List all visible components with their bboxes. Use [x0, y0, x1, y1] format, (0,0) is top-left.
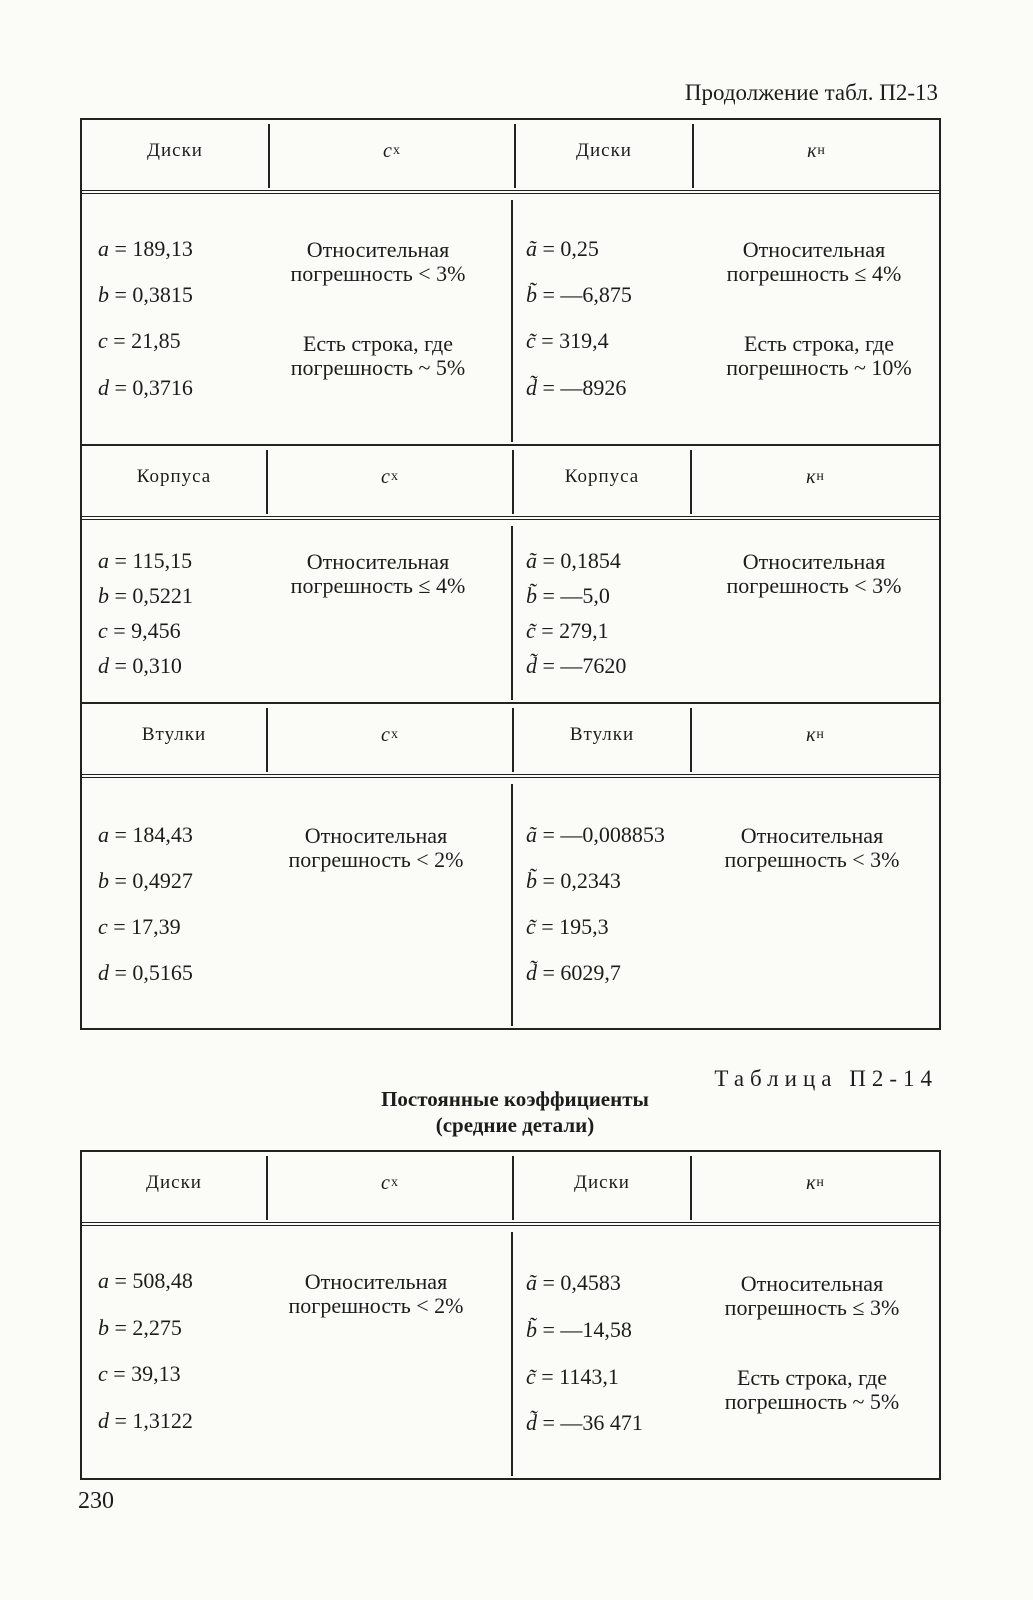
section-header: [82, 120, 939, 194]
coef-b-tilde: b̃ = —14,58: [526, 1317, 632, 1342]
header-cx: c x: [381, 465, 399, 488]
page-number: 230: [78, 1488, 114, 1514]
header-cx: c x: [381, 723, 399, 746]
coef-a-tilde: ã = —0,008853: [526, 822, 665, 847]
note-row-cx: Есть строка, где погрешность ~ 5%: [290, 331, 466, 380]
coef-a: a = 189,13: [98, 236, 193, 261]
coef-d-tilde: d̃ = —36 471: [526, 1410, 643, 1435]
note-error-cx: Относительная погрешность < 2%: [288, 1269, 464, 1318]
coef-d: d = 0,3716: [98, 375, 193, 400]
table-title-line2: (средние детали): [435, 1113, 595, 1137]
coef-c-tilde: c̃ = 279,1: [526, 618, 609, 643]
table-label: Таблица П2-14: [714, 1066, 938, 1091]
coef-d-tilde: d̃ = 6029,7: [526, 960, 621, 985]
note-error-cx: Относительная погрешность < 3%: [290, 237, 466, 286]
coef-a-tilde: ã = 0,25: [526, 236, 599, 261]
coef-c: c = 39,13: [98, 1361, 181, 1386]
section-disks: [82, 120, 939, 446]
coef-c-tilde: c̃ = 319,4: [526, 328, 609, 353]
coef-a: a = 508,48: [98, 1268, 193, 1293]
header-kn: к н: [806, 1171, 825, 1194]
table-title: [300, 1086, 730, 1138]
coef-b: b = 0,4927: [98, 868, 193, 893]
coef-b-tilde: b̃ = —6,875: [526, 282, 632, 307]
header-part-right: Диски: [576, 140, 632, 161]
coef-b: b = 2,275: [98, 1315, 182, 1340]
coef-d-tilde: d̃ = —8926: [526, 375, 627, 400]
coef-a: a = 115,15: [98, 548, 193, 573]
coef-c: c = 9,456: [98, 618, 181, 643]
coef-b: b = 0,3815: [98, 282, 193, 307]
coef-c-tilde: c̃ = 195,3: [526, 914, 609, 939]
note-error-cx: Относительная погрешность < 2%: [288, 823, 464, 872]
section-bushings: [82, 704, 939, 1030]
header-cx: c x: [383, 139, 401, 162]
header-part-right: Втулки: [569, 724, 635, 745]
coef-a: a = 184,43: [98, 822, 193, 847]
header-cx: c x: [381, 1171, 399, 1194]
coef-d: d = 0,5165: [98, 960, 193, 985]
coef-c: c = 21,85: [98, 328, 181, 353]
header-part-left: Корпуса: [136, 466, 212, 487]
header-part-left: Втулки: [141, 724, 207, 745]
note-row-kn: Есть строка, где погрешность ~ 5%: [724, 1365, 900, 1414]
header-part-left: Диски: [146, 1172, 202, 1193]
table-p2-14: [80, 1150, 941, 1480]
coef-a-tilde: ã = 0,1854: [526, 548, 621, 573]
section-header: [82, 446, 939, 520]
coef-a-tilde: ã = 0,4583: [526, 1270, 621, 1295]
section-disks-medium: [82, 1152, 939, 1480]
coef-d: d = 1,3122: [98, 1408, 193, 1433]
note-row-kn: Есть строка, где погрешность ~ 10%: [726, 331, 912, 380]
header-part-right: Диски: [574, 1172, 630, 1193]
note-error-kn: Относительная погрешность ≤ 3%: [724, 1271, 900, 1320]
coef-c-tilde: c̃ = 1143,1: [526, 1364, 619, 1389]
table-title-line1: Постоянные коэффициенты: [381, 1087, 649, 1111]
section-header: [82, 1152, 939, 1226]
section-header: [82, 704, 939, 778]
note-error-kn: Относительная погрешность < 3%: [726, 549, 902, 598]
header-part-left: Диски: [147, 140, 203, 161]
header-kn: к н: [806, 465, 825, 488]
coef-b: b = 0,5221: [98, 583, 193, 608]
coef-b-tilde: b̃ = 0,2343: [526, 868, 621, 893]
note-error-kn: Относительная погрешность < 3%: [724, 823, 900, 872]
header-kn: к н: [807, 139, 826, 162]
continuation-caption: Продолжение табл. П2-13: [684, 80, 938, 105]
coef-d-tilde: d̃ = —7620: [526, 653, 627, 678]
table-p2-13: [80, 118, 941, 1030]
header-kn: к н: [806, 723, 825, 746]
note-error-kn: Относительная погрешность ≤ 4%: [726, 237, 902, 286]
coef-d: d = 0,310: [98, 653, 182, 678]
header-part-right: Корпуса: [564, 466, 640, 487]
coef-b-tilde: b̃ = —5,0: [526, 583, 610, 608]
note-error-cx: Относительная погрешность ≤ 4%: [290, 549, 466, 598]
coef-c: c = 17,39: [98, 914, 181, 939]
section-housings: [82, 446, 939, 704]
